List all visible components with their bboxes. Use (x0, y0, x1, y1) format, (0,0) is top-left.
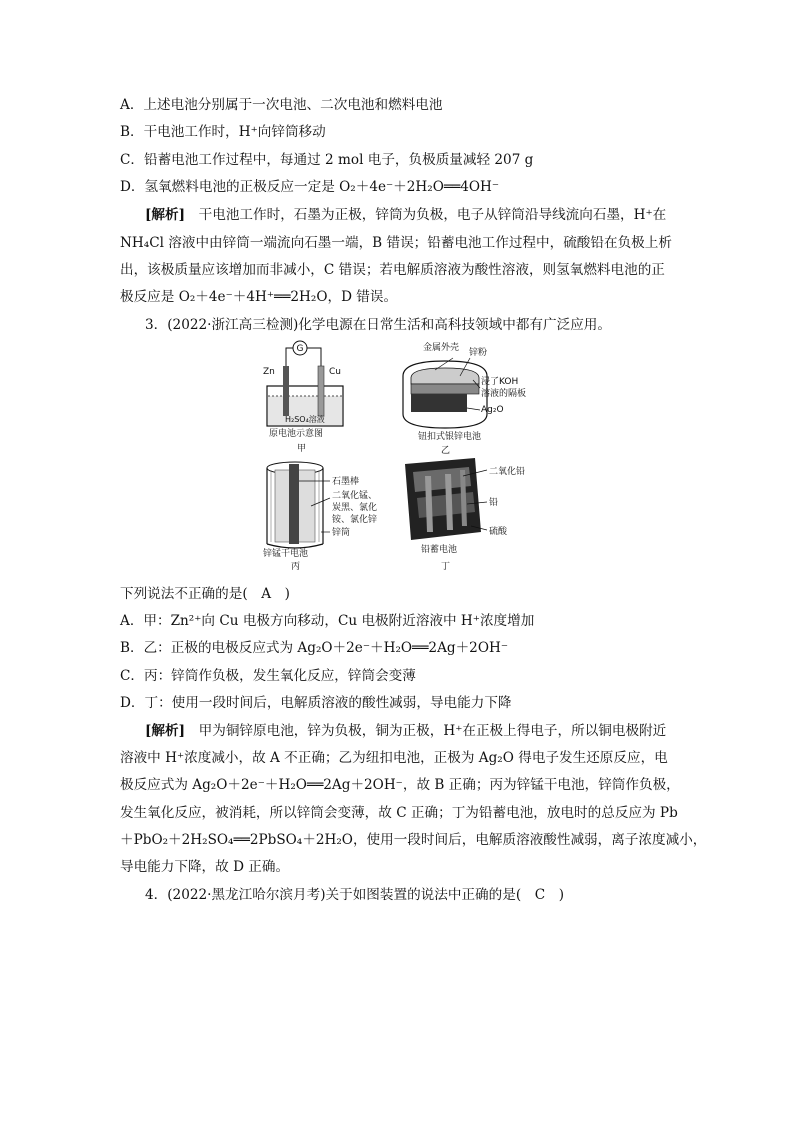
q3-analysis-line1 (145, 719, 666, 743)
jia-caption: 原电池示意图 (269, 429, 324, 439)
q3-analysis-text: 甲为铜锌原电池，锌为负极，铜为正极，H⁺在正极上得电子，所以铜电极附近 (198, 723, 667, 739)
q2-option-a: A．上述电池分别属于一次电池、二次电池和燃料电池 (120, 97, 443, 113)
battery-figure (255, 336, 545, 572)
q3-analysis-line6: 导电能力下降，故 D 正确。 (120, 859, 290, 875)
q3-option-a: A．甲：Zn²⁺向 Cu 电极方向移动，Cu 电极附近溶液中 H⁺浓度增加 (120, 613, 535, 629)
q3-analysis-line3: 极反应式为 Ag₂O＋2e⁻＋H₂O══2Ag＋2OH⁻，故 B 正确；丙为锌锰干电池，锌筒作负极， (120, 777, 680, 793)
dry-cell-bottom (267, 544, 323, 548)
separator-label-2: 溶液的隔板 (481, 389, 527, 399)
q3-prompt: 下列说法不正确的是( A ) (120, 586, 290, 602)
q2-analysis-line3: 出，该极质量应该增加而非减小，C 错误；若电解质溶液为酸性溶液，则氢氧燃料电池的正 (120, 262, 665, 278)
can-label: 锌筒 (332, 528, 351, 538)
figure-ding (405, 458, 525, 572)
q2-analysis-line2: NH₄Cl 溶液中由锌筒一端流向石墨一端，B 错误；铅蓄电池工作过程中，硫酸铅在负极上析 (120, 235, 672, 251)
ag2o-label: Ag₂O (481, 405, 504, 415)
q3-analysis-line2: 溶液中 H⁺浓度减小，故 A 不正确；乙为纽扣电池，正极为 Ag₂O 得电子发生还原反应，电 (120, 750, 668, 766)
q2-option-b: B．干电池工作时，H⁺向锌筒移动 (120, 124, 326, 140)
figure-yi (403, 341, 526, 456)
figure-jia (263, 341, 343, 454)
q2-analysis-line4: 极反应是 O₂＋4e⁻＋4H⁺══2H₂O，D 错误。 (120, 289, 398, 305)
cu-electrode (318, 366, 324, 416)
bing-tag: 丙 (291, 562, 301, 572)
bing-caption: 锌锰干电池 (263, 549, 309, 559)
q2-analysis-line1 (145, 203, 666, 227)
pb-label: 铅 (489, 498, 499, 508)
yi-tag: 乙 (441, 446, 451, 456)
q3-analysis-line4: 发生氧化反应，被消耗，所以锌筒会变薄，故 C 正确；丁为铅蓄电池，放电时的总反应为 Pb (120, 805, 678, 821)
zn-label: Zn (263, 367, 275, 377)
acid-label: 硫酸 (489, 527, 508, 537)
ding-tag: 丁 (441, 562, 451, 572)
q2-option-c: C．铅蓄电池工作过程中，每通过 2 mol 电子，负极质量减轻 207 g (120, 152, 534, 168)
shell-label: 金属外壳 (423, 343, 460, 353)
separator-layer (411, 384, 479, 394)
separator-label-1: 浸了KOH (481, 377, 519, 387)
rod-label: 石墨棒 (332, 477, 360, 487)
figure-bing (263, 462, 377, 572)
ag2o-layer (411, 394, 467, 412)
jia-tag: 甲 (297, 444, 307, 454)
zinc-powder-label: 锌粉 (469, 348, 488, 358)
q3-stem: 3．(2022·浙江高三检测)化学电源在日常生活和高科技领域中都有广泛应用。 (145, 317, 611, 333)
q3-analysis-tag: [解析] (145, 723, 186, 739)
q3-analysis-line5: ＋PbO₂＋2H₂SO₄══2PbSO₄＋2H₂O，使用一段时间后，电解质溶液酸性减弱，离子浓度减小， (120, 832, 707, 848)
q4-stem: 4．(2022·黑龙江哈尔滨月考)关于如图装置的说法中正确的是( C ) (145, 887, 565, 903)
graphite-rod (289, 464, 299, 544)
ding-caption: 铅蓄电池 (421, 545, 458, 555)
q3-option-c: C．丙：锌筒作负极，发生氧化反应，锌筒会变薄 (120, 668, 416, 684)
q2-option-d: D．氢氧燃料电池的正极反应一定是 O₂＋4e⁻＋2H₂O══4OH⁻ (120, 179, 500, 195)
q3-option-d: D．丁：使用一段时间后，电解质溶液的酸性减弱，导电能力下降 (120, 695, 512, 711)
paste-label-3: 铵、氯化锌 (332, 515, 378, 525)
zn-electrode (283, 366, 289, 416)
q3-option-b: B．乙：正极的电极反应式为 Ag₂O＋2e⁻＋H₂O══2Ag＋2OH⁻ (120, 640, 509, 656)
cu-label: Cu (329, 367, 341, 377)
q2-analysis-text: 干电池工作时，石墨为正极，锌筒为负极，电子从锌筒沿导线流向石墨，H⁺在 (198, 207, 667, 223)
zinc-powder-layer (411, 368, 479, 384)
q2-analysis-tag: [解析] (145, 207, 186, 223)
pbo2-label: 二氧化铅 (489, 467, 526, 477)
yi-caption: 钮扣式银锌电池 (418, 432, 482, 442)
paste-label-1: 二氧化锰、 (332, 491, 378, 501)
solution-label: H₂SO₄溶液 (285, 415, 325, 424)
paste-label-2: 炭黑、氯化 (332, 503, 378, 513)
galvanometer-label: G (296, 344, 304, 354)
